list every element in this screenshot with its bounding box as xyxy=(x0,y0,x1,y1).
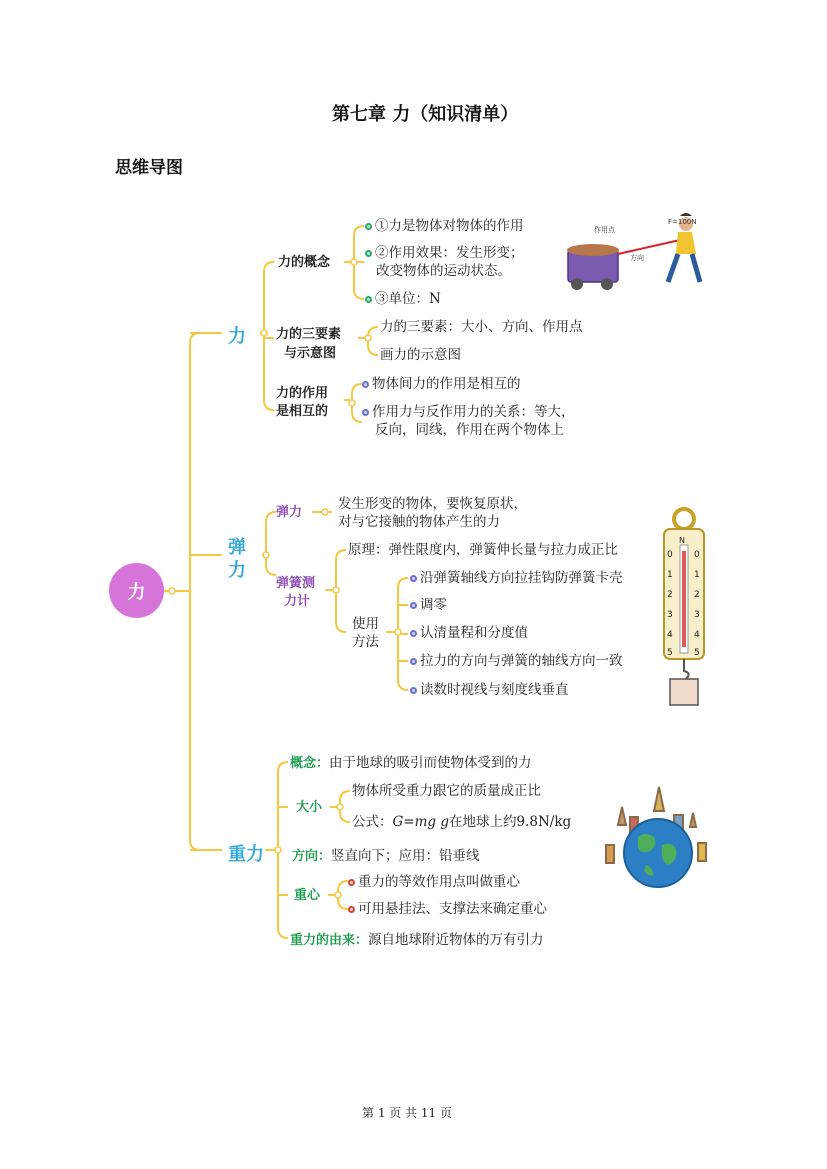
red-dot-icon xyxy=(348,879,355,886)
center-label: 重心 xyxy=(294,888,321,903)
green-dot-icon xyxy=(365,296,372,303)
blue-dot-icon xyxy=(362,409,369,416)
branch-li-label: 力 xyxy=(228,326,246,347)
gravity-concept: 概念：由于地球的吸引而使物体受到的力 xyxy=(290,755,532,771)
direction-label: 方向 xyxy=(630,254,644,262)
scale-tick: 2 xyxy=(667,590,673,600)
scale-tick: 4 xyxy=(694,630,700,640)
gravity-direction: 方向：竖直向下；应用：铅垂线 xyxy=(292,848,480,864)
three-elements-item-1: 力的三要素：大小、方向、作用点 xyxy=(380,319,583,335)
green-dot-icon xyxy=(365,250,372,257)
center-item-1: 重力的等效作用点叫做重心 xyxy=(348,873,520,891)
blue-dot-icon xyxy=(410,658,417,665)
usage-item-3: 认清量程和分度值 xyxy=(410,624,528,642)
size-item-1: 物体所受重力跟它的质量成正比 xyxy=(352,783,541,799)
branch-zhongli-label: 重力 xyxy=(228,844,264,865)
center-item-2: 可用悬挂法、支撑法来确定重心 xyxy=(348,900,547,918)
gravity-origin: 重力的由来：源自地球附近物体的万有引力 xyxy=(290,932,544,948)
scale-tick: 0 xyxy=(667,550,673,560)
scale-tick: 1 xyxy=(694,570,700,580)
scale-tick: 0 xyxy=(694,550,700,560)
scale-tick: 3 xyxy=(694,610,700,620)
concept-item-2b: 改变物体的运动状态。 xyxy=(376,263,511,279)
blue-dot-icon xyxy=(410,575,417,582)
scale-tick: 5 xyxy=(694,648,700,658)
branch-tanli-label-1: 弹 xyxy=(228,537,246,558)
spring-scale-illustration xyxy=(658,505,710,710)
cart-pulling-illustration xyxy=(560,210,710,295)
scale-tick: 1 xyxy=(667,570,673,580)
scale-top-letter: N xyxy=(679,536,685,545)
three-elements-label-2: 与示意图 xyxy=(284,346,337,361)
size-formula: 公式：G=mg g在地球上约9.8N/kg xyxy=(352,814,572,830)
concept-label: 力的概念 xyxy=(278,255,331,270)
red-dot-icon xyxy=(348,906,355,913)
green-dot-icon xyxy=(365,223,372,230)
scale-tick: 2 xyxy=(694,590,700,600)
root-node: 力 xyxy=(109,563,164,618)
concept-item-3: ③单位：N xyxy=(365,290,441,308)
usage-item-4: 拉力的方向与弹簧的轴线方向一致 xyxy=(410,652,623,670)
globe-landmarks-illustration xyxy=(598,785,716,895)
branch-tanli-label-2: 力 xyxy=(228,560,246,581)
three-elements-label-1: 力的三要素 xyxy=(276,327,342,342)
mutual-item-2: 作用力与反作用力的关系：等大， xyxy=(362,403,575,421)
point-label: 作用点 xyxy=(594,226,615,234)
blue-dot-icon xyxy=(410,630,417,637)
mutual-item-1: 物体间力的作用是相互的 xyxy=(362,375,521,393)
usage-item-5: 读数时视线与刻度线垂直 xyxy=(410,681,569,699)
mutual-item-2b: 反向，同线，作用在两个物体上 xyxy=(375,422,564,438)
page-title: 第七章 力（知识清单） xyxy=(332,104,519,125)
usage-label-2: 方法 xyxy=(352,634,379,650)
elastic-item-2: 对与它接触的物体产生的力 xyxy=(338,514,500,530)
size-label: 大小 xyxy=(296,800,323,815)
concept-item-2: ②作用效果：发生形变； xyxy=(365,244,524,262)
three-elements-item-2: 画力的示意图 xyxy=(380,347,461,363)
meter-principle: 原理：弹性限度内，弹簧伸长量与拉力成正比 xyxy=(348,542,618,558)
trunk-line xyxy=(190,333,200,850)
concept-item-1: ①力是物体对物体的作用 xyxy=(365,217,524,235)
elastic-label: 弹力 xyxy=(276,505,303,520)
meter-label-1: 弹簧测 xyxy=(276,576,316,591)
mutual-label-2: 是相互的 xyxy=(276,404,329,419)
scale-tick: 4 xyxy=(667,630,673,640)
usage-item-2: 调零 xyxy=(410,596,447,614)
usage-item-1: 沿弹簧轴线方向拉挂钩防弹簧卡壳 xyxy=(410,569,623,587)
mutual-label-1: 力的作用 xyxy=(276,386,329,401)
usage-label-1: 使用 xyxy=(352,616,379,632)
force-label: F=100N xyxy=(668,218,697,226)
meter-label-2: 力计 xyxy=(284,594,311,609)
section-heading: 思维导图 xyxy=(115,158,183,178)
scale-tick: 5 xyxy=(667,648,673,658)
elastic-item-1: 发生形变的物体，要恢复原状， xyxy=(338,496,527,512)
blue-dot-icon xyxy=(410,687,417,694)
blue-dot-icon xyxy=(362,381,369,388)
blue-dot-icon xyxy=(410,602,417,609)
scale-tick: 3 xyxy=(667,610,673,620)
page-footer: 第 1 页 共 11 页 xyxy=(362,1106,452,1120)
